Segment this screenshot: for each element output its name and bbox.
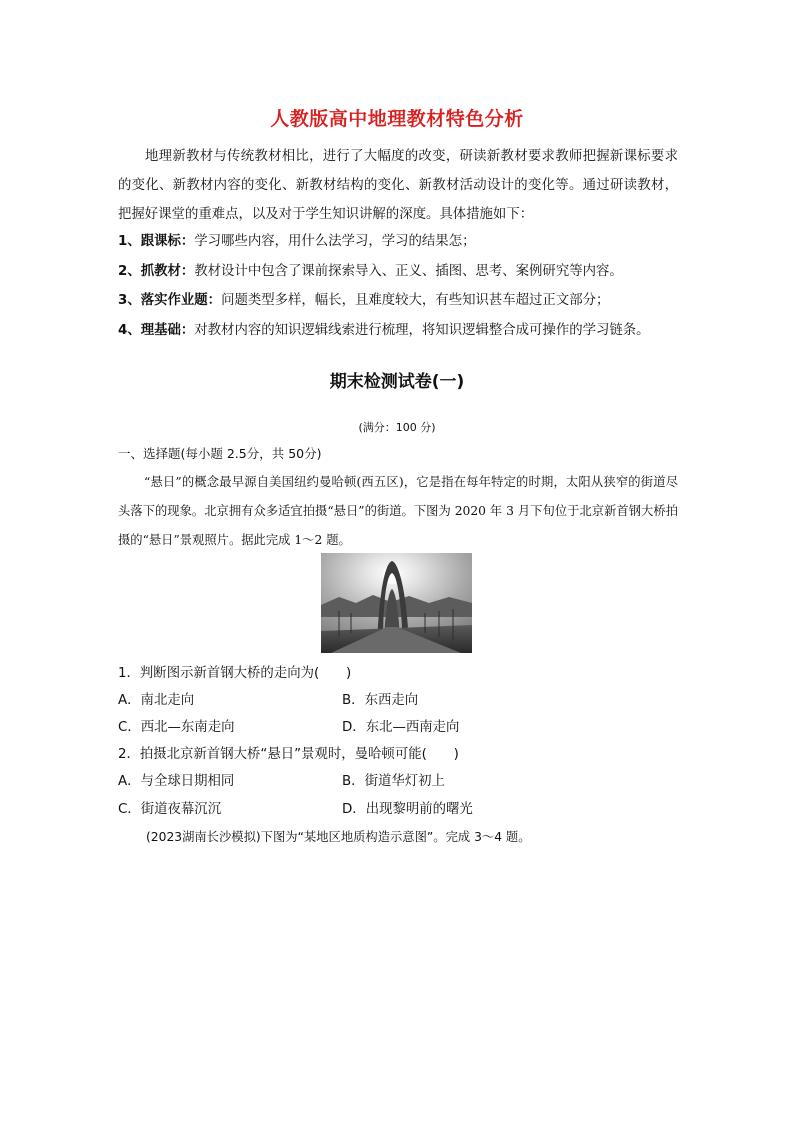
question-1-option-a: A．南北走向 [118, 693, 195, 708]
question-2-option-d: D．出现黎明前的曙光 [342, 802, 473, 817]
intro-title: 人教版高中地理教材特色分析 [270, 108, 524, 130]
intro-paragraph: 地理新教材与传统教材相比，进行了大幅度的改变，研读新教材要求教师把握新课标要求的变化、新教材内容的变化、新教材结构的变化、新教材活动设计的变化等。通过研读教材，把握好课堂的重难点，以及对于学生知识讲解的深度。具体措施如下： [118, 149, 678, 222]
question-2-stem: 2．拍摄北京新首钢大桥“悬日”景观时，曼哈顿可能( ) [118, 747, 459, 762]
question-1-option-d: D．东北—西南走向 [342, 720, 460, 735]
bridge-photo-illustration [321, 553, 472, 653]
intro-item-text: 教材设计中包含了课前探索导入、正义、插图、思考、案例研究等内容。 [194, 263, 623, 279]
exam-score: (满分：100 分) [358, 421, 436, 434]
intro-item-keyword: 4、理基础： [118, 322, 195, 338]
intro-item-keyword: 1、跟课标： [118, 234, 195, 249]
intro-item-text: 问题类型多样，幅长，且难度较大，有些知识甚车超过正文部分； [221, 293, 610, 308]
intro-item-keyword: 2、抓教材： [118, 263, 195, 279]
question-2-option-a: A．与全球日期相同 [118, 774, 235, 789]
question-2-option-b: B．街道华灯初上 [342, 774, 445, 789]
intro-item-text: 学习哪些内容，用什么法学习，学习的结果怎； [194, 234, 476, 249]
bridge-sun-photo [321, 553, 472, 653]
section-heading: 一、选择题(每小题 2.5分，共 50分) [118, 446, 322, 461]
intro-item-keyword: 3、落实作业题： [118, 293, 222, 308]
intro-item [118, 257, 688, 287]
question-1-option-b: B．东西走向 [342, 693, 419, 708]
intro-item [118, 227, 688, 257]
question-passage: “悬日”的概念最早源自美国纽约曼哈顿(西五区)，它是指在每年特定的时期，太阳从狭窄的街道尽头落下的现象。北京拥有众多适宜拍摄“悬日”的街道。下图为 2020 年 3 月下旬位于北京新首钢大桥拍摄的“悬日”景观照片。据此完成 1～2 题。 [118, 475, 678, 547]
intro-item [118, 316, 688, 346]
intro-item-text: 对教材内容的知识逻辑线索进行梳理，将知识逻辑整合成可操作的学习链条。 [194, 322, 650, 338]
question-2-option-c: C．街道夜幕沉沉 [118, 802, 222, 817]
question-1-option-c: C．西北—东南走向 [118, 720, 235, 735]
intro-list [118, 227, 688, 345]
intro-item [118, 286, 688, 316]
exam-title: 期末检测试卷(一) [329, 372, 465, 392]
question-1-stem: 1．判断图示新首钢大桥的走向为( ) [118, 666, 352, 681]
next-question-intro: (2023湖南长沙模拟)下图为“某地区地质构造示意图”。完成 3～4 题。 [146, 830, 531, 844]
